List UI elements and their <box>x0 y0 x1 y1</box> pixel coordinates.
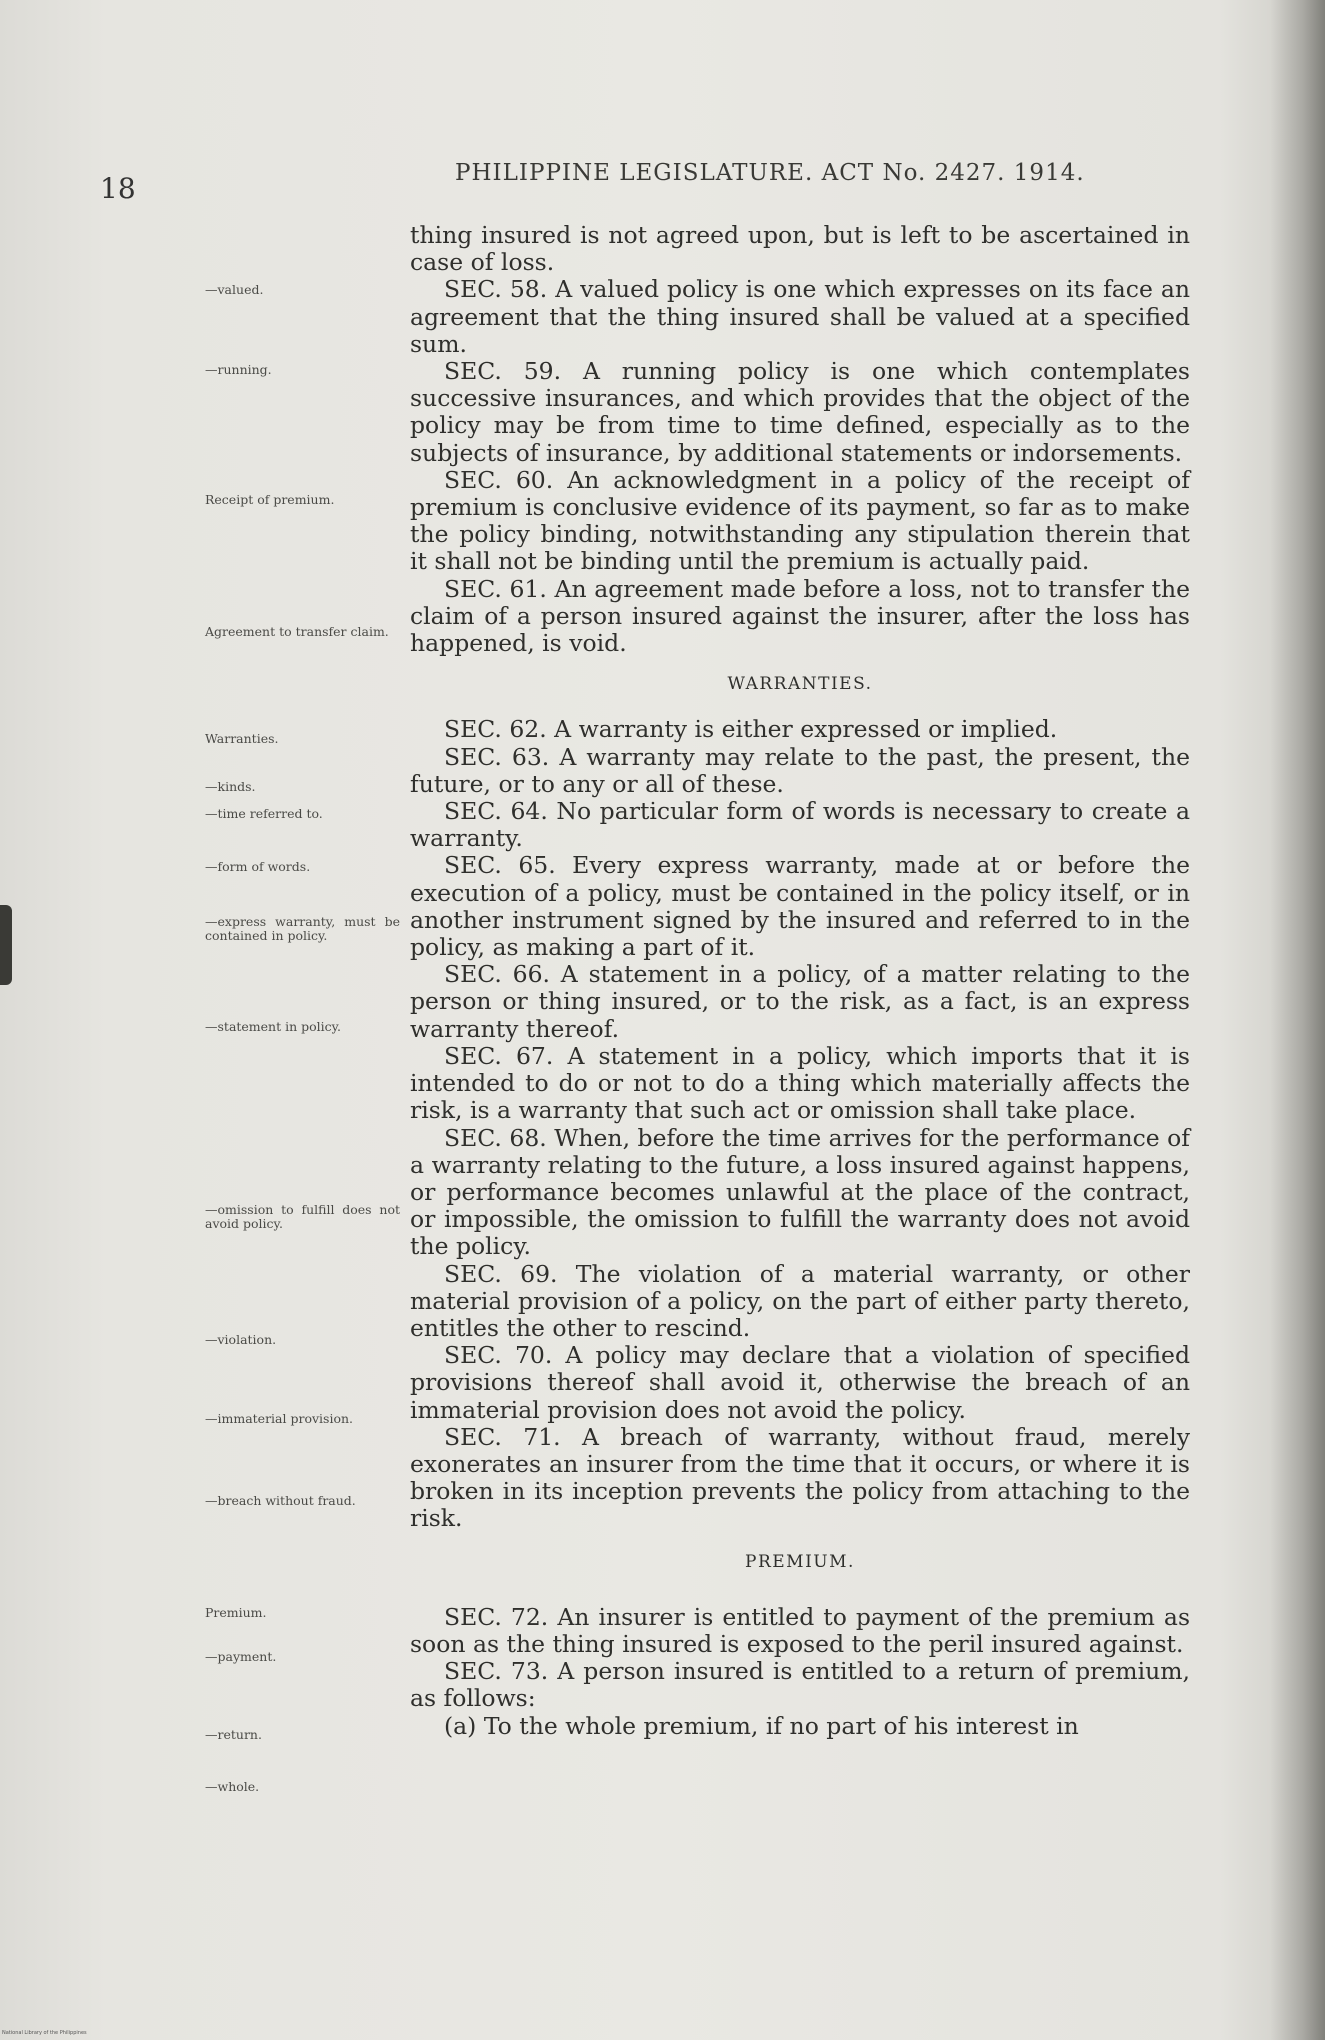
section-64: SEC. 64. No particular form of words is necessary to create a warranty. <box>410 797 1190 853</box>
running-head: PHILIPPINE LEGISLATURE. ACT No. 2427. 1914. <box>455 160 1085 186</box>
section-69: SEC. 69. The violation of a material warranty, or other material provision of a policy, on the part of either party thereto, entitles the other to rescind. <box>410 1259 1190 1342</box>
section-59: SEC. 59. A running policy is one which contemplates successive insurances, and which provides that the object of the policy may be from time to time defined, especially as to the subjects of insurance, by additional statements or indorsements. <box>410 357 1190 467</box>
body-text <box>410 222 1190 1740</box>
section-72: SEC. 72. An insurer is entitled to payment of the premium as soon as the thing insured is exposed to the peril insured against. <box>410 1602 1190 1658</box>
margin-note-premium: Premium. <box>205 1605 267 1620</box>
margin-note-valued: —valued. <box>205 282 264 297</box>
section-58: SEC. 58. A valued policy is one which expresses on its face an agreement that the thing insured shall be valued at a specified sum. <box>410 275 1190 358</box>
section-73-a: (a) To the whole premium, if no part of his interest in <box>444 1711 1079 1740</box>
section-73: SEC. 73. A person insured is entitled to a return of premium, as follows: <box>410 1657 1190 1713</box>
margin-note-running: —running. <box>205 362 272 377</box>
margin-note-agreement-transfer-claim: Agreement to transfer claim. <box>205 624 389 639</box>
margin-note-violation: —violation. <box>205 1332 277 1347</box>
section-66: SEC. 66. A statement in a policy, of a matter relating to the person or thing insured, or to the risk, as a fact, is an express warranty thereof. <box>410 960 1190 1043</box>
section-61: SEC. 61. An agreement made before a loss, not to transfer the claim of a person insured against the insurer, after the loss has happened, is void. <box>410 574 1190 658</box>
section-67: SEC. 67. A statement in a policy, which imports that it is intended to do or not to do a thing which materially affects the risk, is a warranty that such act or omission shall take place. <box>410 1041 1190 1125</box>
margin-note-whole: —whole. <box>205 1779 260 1794</box>
margin-note-form-of-words: —form of words. <box>205 859 311 874</box>
section-63: SEC. 63. A warranty may relate to the past, the present, the future, or to any or all of these. <box>410 742 1190 798</box>
page-number: 18 <box>100 172 136 205</box>
margin-note-kinds: —kinds. <box>205 779 256 794</box>
margin-note-breach-without-fraud: —breach without fraud. <box>205 1493 356 1508</box>
footer-credit: National Library of the Philippines <box>2 2030 87 2036</box>
margin-note-statement-in-policy: —statement in policy. <box>205 1019 342 1034</box>
section-62: SEC. 62. A warranty is either expressed or implied. <box>444 715 1058 744</box>
margin-note-return: —return. <box>205 1727 262 1742</box>
margin-note-receipt-of-premium: Receipt of premium. <box>205 492 335 507</box>
section-68: SEC. 68. When, before the time arrives for the performance of a warranty relating to the future, a loss insured against happens, or performance becomes unlawful at the place of the contract, or impossible, the omission to fulfill the warranty does not avoid the policy. <box>410 1123 1190 1261</box>
heading-warranties: WARRANTIES. <box>727 674 873 695</box>
heading-premium: PREMIUM. <box>745 1551 855 1572</box>
section-70: SEC. 70. A policy may declare that a violation of specified provisions thereof shall avoid it, otherwise the breach of an immaterial provision does not avoid the policy. <box>410 1341 1190 1424</box>
binding-mark <box>0 905 12 985</box>
margin-note-express-warranty: —express warranty, must be contained in policy. <box>205 914 400 943</box>
margin-note-time-referred-to: —time referred to. <box>205 806 323 821</box>
section-60: SEC. 60. An acknowledgment in a policy of the receipt of premium is conclusive evidence of its payment, so far as to make the policy binding, notwithstanding any stipulation therein that it shall not be binding until the premium is actually paid. <box>410 465 1190 576</box>
margin-note-immaterial-provision: —immaterial provision. <box>205 1411 353 1426</box>
paragraph-continuation: thing insured is not agreed upon, but is left to be ascertained in case of loss. <box>410 221 1190 277</box>
page-edge-shadow <box>1270 0 1325 2040</box>
section-65: SEC. 65. Every express warranty, made at or before the execution of a policy, must be contained in the policy itself, or in another instrument signed by the insured and referred to in the policy, as making a part of it. <box>410 851 1190 962</box>
margin-note-omission-to-fulfill: —omission to fulfill does not avoid policy. <box>205 1202 400 1231</box>
section-71: SEC. 71. A breach of warranty, without fraud, merely exonerates an insurer from the time that it occurs, or where it is broken in its inception prevents the policy from attaching to the risk. <box>410 1422 1190 1533</box>
margin-note-payment: —payment. <box>205 1649 277 1664</box>
margin-note-warranties: Warranties. <box>205 731 279 746</box>
